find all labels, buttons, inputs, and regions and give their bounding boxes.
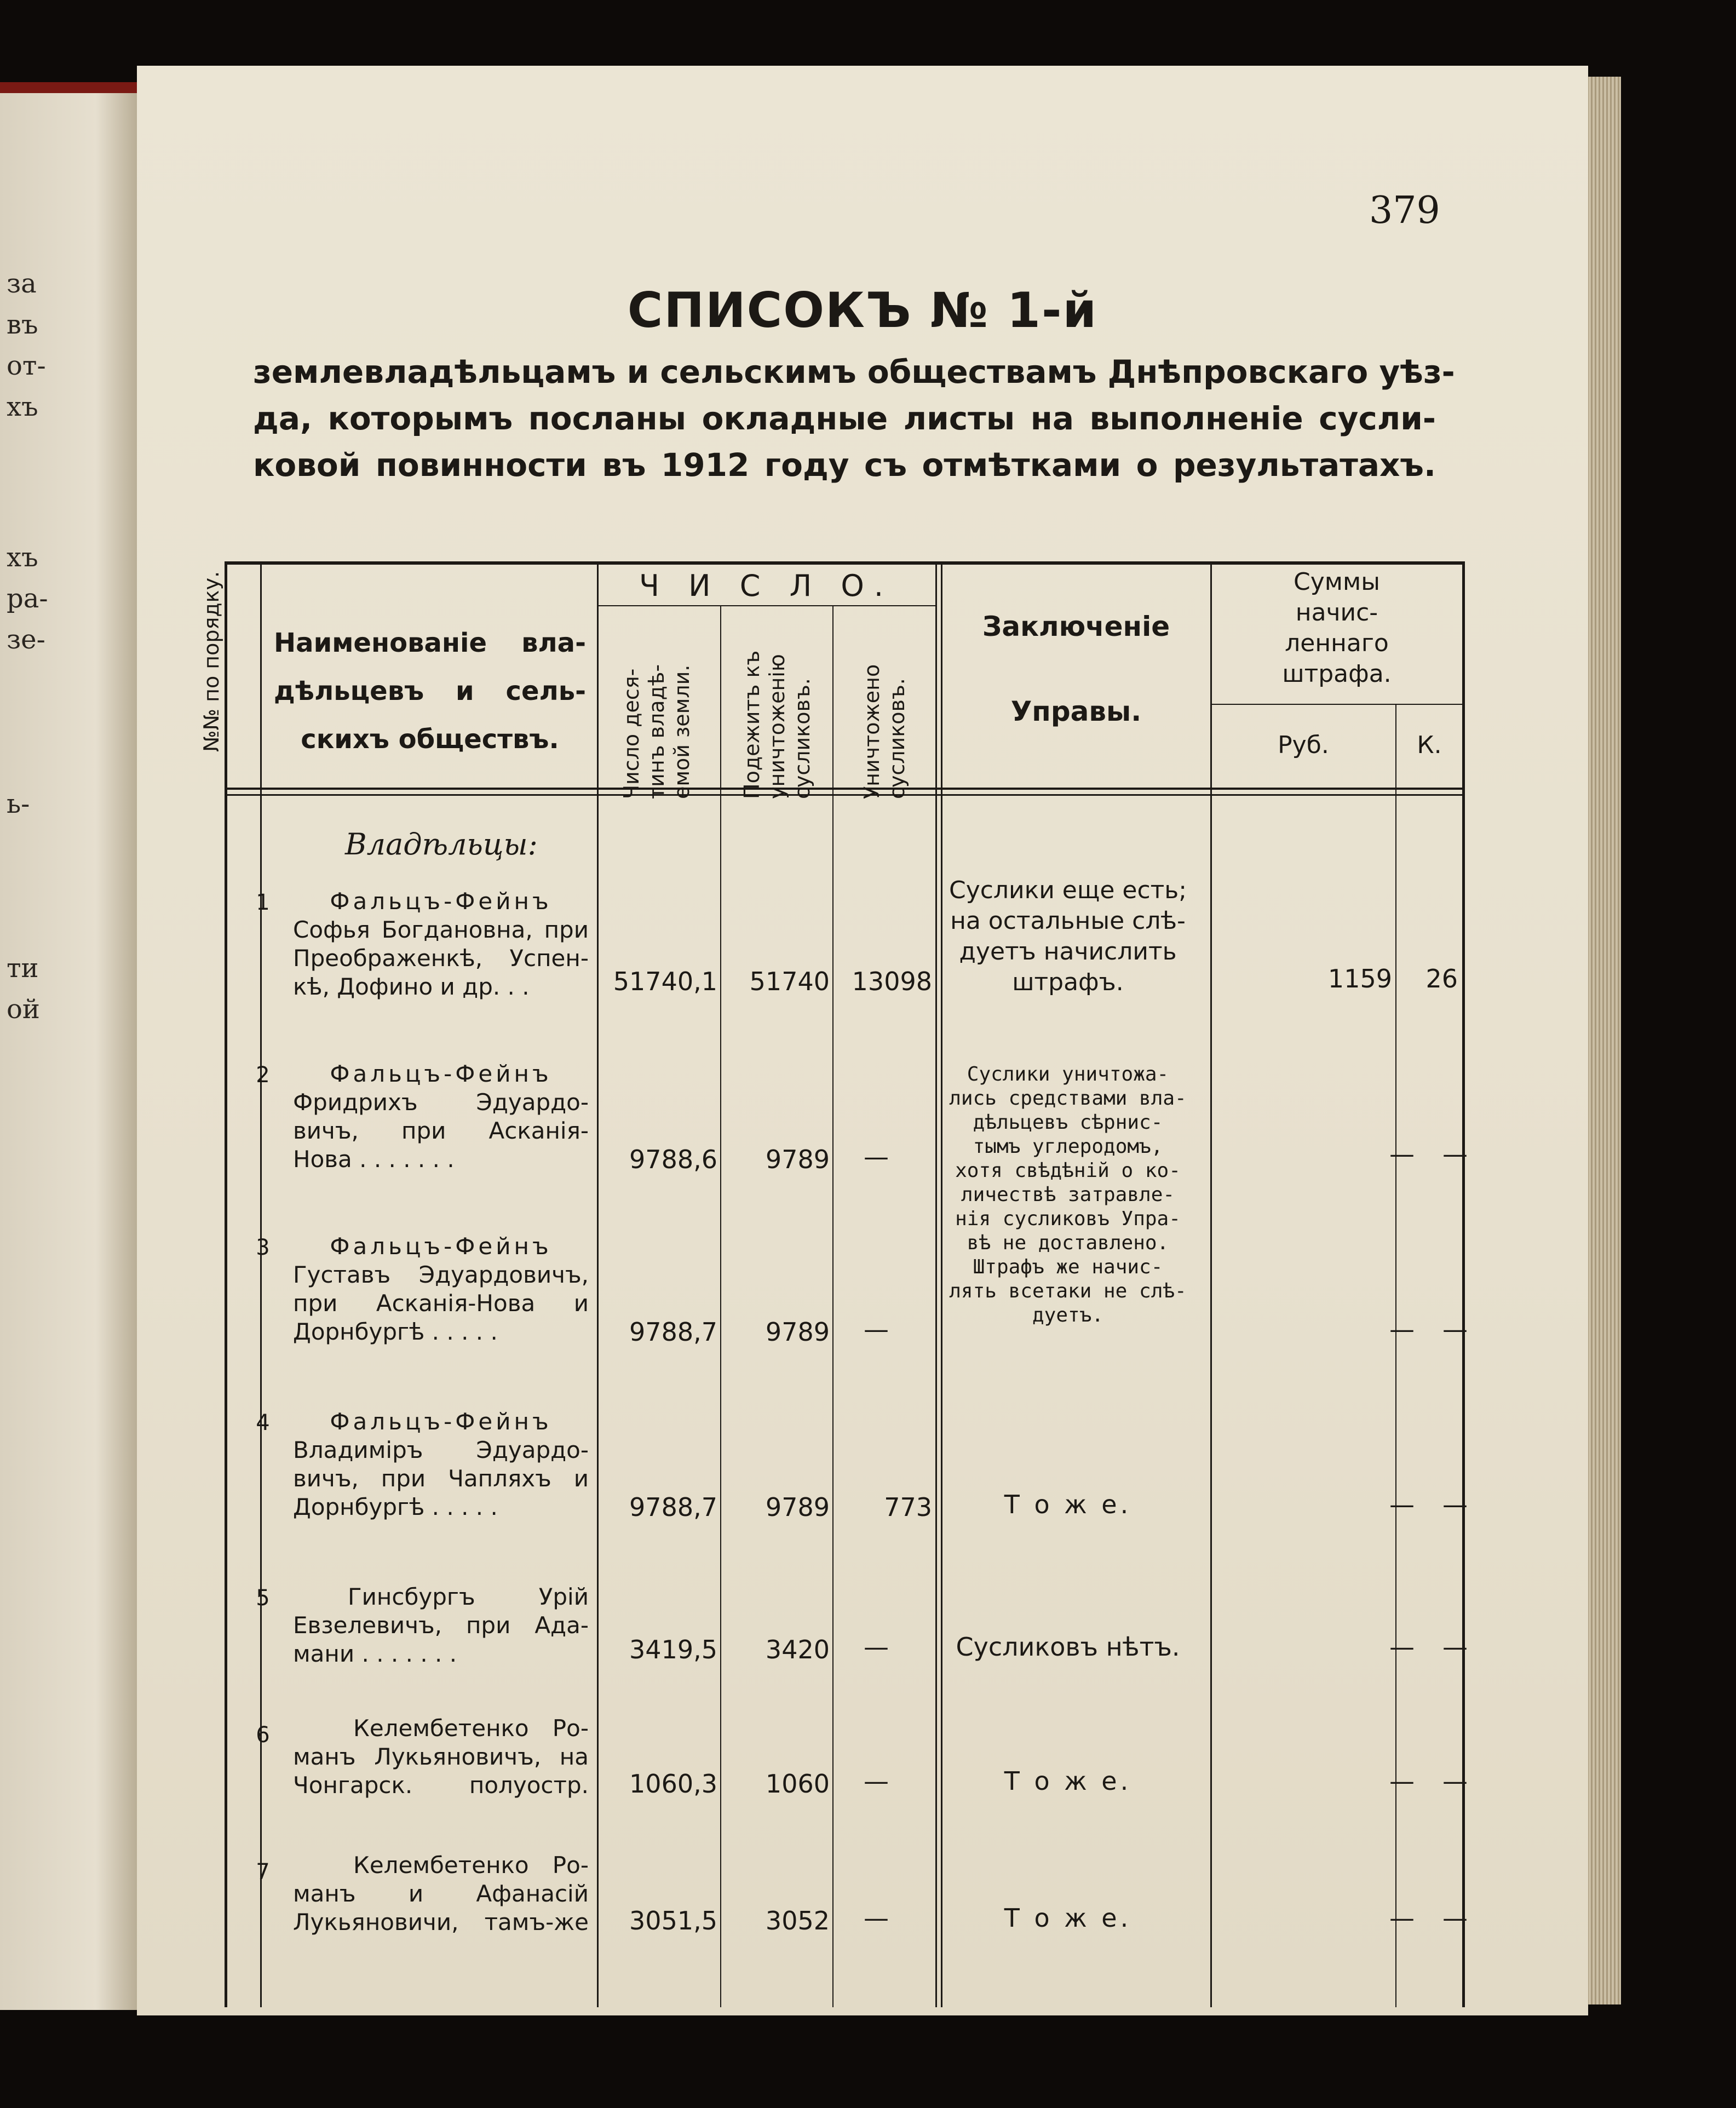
cell-conclusion: Т о ж е. [1004, 1490, 1132, 1519]
section-label: Владѣльцы: [345, 827, 538, 861]
conclusion-line: Штрафъ же начис- [973, 1256, 1163, 1278]
cell-rub: 1159 [1327, 964, 1392, 993]
left-page-fragment: хъ [7, 392, 38, 422]
cell-rub: — [1389, 1139, 1415, 1169]
row-number: 6 [256, 1722, 270, 1748]
cell-unichtozheno: — [864, 1903, 889, 1933]
header-bottom-rule-2 [225, 794, 1465, 796]
header-name-line: скихъ обществъ. [301, 724, 559, 755]
col-divider [941, 561, 942, 2007]
row-name-line: манъ Лукьяновичъ, на [293, 1743, 589, 1770]
cell-podlezhit: 51740 [749, 967, 830, 996]
cell-desyatin: 3051,5 [629, 1906, 717, 1935]
conclusion-line: штрафъ. [1012, 968, 1124, 996]
cell-podlezhit: 9789 [765, 1492, 830, 1522]
cell-conclusion: Т о ж е. [1004, 1903, 1132, 1933]
row-name-line: вичъ, при Чапляхъ и [293, 1465, 589, 1492]
row-name-line: манъ и Афанасій [293, 1880, 589, 1907]
cell-unichtozheno: — [864, 1142, 889, 1171]
row-name-line: Келембетенко Ро- [353, 1852, 589, 1879]
cell-unichtozheno: 13098 [852, 967, 932, 996]
left-page-fragment: зе- [7, 624, 45, 655]
cell-rub: — [1389, 1766, 1415, 1796]
cell-rub: — [1389, 1314, 1415, 1344]
header-name [274, 619, 586, 763]
left-page-fragment: ти [7, 953, 39, 984]
row-name-line: Преображенкѣ, Успен- [293, 945, 589, 972]
conclusion-line: личествѣ затравле- [961, 1184, 1175, 1206]
row-number: 4 [256, 1410, 270, 1435]
row-name-line: при Асканія-Нова и [293, 1290, 589, 1317]
row-number: 7 [256, 1859, 270, 1885]
row-name [293, 1060, 589, 1174]
left-page-fragment: за [7, 268, 37, 299]
table-top-rule [225, 561, 1465, 565]
row-name-line: Дорнбургѣ . . . . . [293, 1318, 498, 1345]
cell-unichtozheno: 773 [884, 1492, 932, 1522]
subtitle-line: ковой повинности въ 1912 году съ отмѣтками о результатахъ. [253, 446, 1436, 484]
cell-conclusion: Т о ж е. [1004, 1766, 1132, 1796]
row-name-line: Фальцъ-Фейнъ [330, 888, 552, 915]
header-rownum: №№ по порядку. [199, 571, 223, 752]
cell-podlezhit: 3420 [765, 1635, 830, 1664]
row-name-line: Келембетенко Ро- [353, 1715, 589, 1742]
left-page-fragment: ой [7, 994, 40, 1025]
header-sums-line: Суммы [1294, 568, 1380, 596]
row-name-line: Софья Богдановна, при [293, 916, 589, 943]
cell-podlezhit: 1060 [765, 1769, 830, 1799]
header-conclusion: Управы. [1010, 696, 1142, 727]
col-divider [832, 605, 833, 2007]
header-conclusion: Заключеніе [982, 611, 1170, 642]
cell-kop: — [1442, 1139, 1468, 1169]
conclusion-line: на остальные слѣ- [950, 907, 1186, 935]
cell-kop: 26 [1425, 964, 1458, 993]
subtitle-line: землевладѣльцамъ и сельскимъ обществамъ Днѣпровскаго уѣз- [253, 353, 1455, 390]
header-unichtozheno: Уничтожено сусликовъ. [860, 664, 909, 799]
cell-conclusion [947, 875, 1188, 998]
row-number: 3 [256, 1235, 270, 1260]
row-name-line: Нова . . . . . . . [293, 1146, 455, 1173]
cell-unichtozheno: — [864, 1632, 889, 1662]
cell-rub: — [1389, 1903, 1415, 1933]
cell-kop: — [1442, 1314, 1468, 1344]
table-left-border [225, 561, 227, 2007]
conclusion-line: лись средствами вла- [949, 1087, 1187, 1110]
cell-desyatin: 3419,5 [629, 1635, 717, 1664]
row-number: 1 [256, 890, 270, 915]
row-name-line: Фальцъ-Фейнъ [330, 1408, 552, 1435]
cell-podlezhit: 3052 [765, 1906, 830, 1935]
cell-conclusion: Сусликовъ нѣтъ. [956, 1632, 1180, 1662]
header-chislo: Ч И С Л О. [639, 568, 894, 603]
row-name-line: Фальцъ-Фейнъ [330, 1233, 552, 1260]
row-name-line: Дорнбургѣ . . . . . [293, 1494, 498, 1520]
row-name-line: вичъ, при Асканія- [293, 1117, 589, 1144]
left-page-fragment: ь- [7, 789, 30, 819]
conclusion-line: Суслики еще есть; [949, 876, 1187, 904]
cell-desyatin: 9788,7 [629, 1317, 717, 1347]
col-divider [260, 561, 262, 2007]
cell-kop: — [1442, 1490, 1468, 1519]
row-name-line: Фальцъ-Фейнъ [330, 1060, 552, 1087]
conclusion-line: дуетъ. [1032, 1304, 1104, 1326]
cell-unichtozheno: — [864, 1766, 889, 1796]
row-name [293, 1232, 589, 1346]
header-sums-line: леннаго [1285, 629, 1389, 657]
col-divider [935, 561, 937, 2007]
page-number: 379 [1369, 189, 1440, 232]
header-kop: К. [1417, 731, 1442, 759]
header-bottom-rule [225, 788, 1465, 790]
row-name-line: кѣ, Дофино и др. . . [293, 973, 530, 1000]
conclusion-line: дѣльцевъ сѣрнис- [973, 1111, 1163, 1134]
row-name [293, 1851, 589, 1937]
chislo-rule [597, 605, 935, 606]
conclusion-line: вѣ не доставлено. [967, 1232, 1169, 1254]
row-name [293, 1714, 589, 1800]
conclusion-line: Суслики уничтожа- [967, 1063, 1169, 1085]
row-name-line: Гинсбургъ Урій [348, 1583, 589, 1610]
header-sums [1211, 567, 1462, 690]
row-name-line: мани . . . . . . . [293, 1640, 457, 1667]
row-name-line: Чонгарск. полуостр. [293, 1772, 589, 1799]
conclusion-line: нія сусликовъ Упра- [955, 1208, 1181, 1230]
header-sums-line: начис- [1295, 599, 1378, 627]
row-name-line: Густавъ Эдуардовичъ, [293, 1261, 589, 1288]
right-page [137, 66, 1588, 2015]
left-page [0, 82, 137, 2010]
col-divider [1210, 561, 1212, 2007]
left-page-fragment: въ [7, 309, 38, 340]
sums-rule [1210, 704, 1462, 705]
header-sums-line: штрафа. [1282, 660, 1392, 688]
cell-unichtozheno: — [864, 1314, 889, 1344]
row-name-line: Лукьяновичи, тамъ-же [293, 1909, 589, 1935]
header-desyatin: Число деся- тинъ владѣ- емой земли. [619, 664, 694, 799]
cell-kop: — [1442, 1903, 1468, 1933]
row-name-line: Владиміръ Эдуардо- [293, 1437, 589, 1463]
left-page-fragment: от- [7, 351, 46, 381]
cell-conclusion-shared [947, 1062, 1188, 1328]
header-rub: Руб. [1278, 731, 1329, 759]
subtitle-line: да, которымъ посланы окладные листы на выполненіе сусли- [253, 400, 1436, 437]
conclusion-line: дуетъ начислить [959, 938, 1177, 966]
conclusion-line: лять всетаки не слѣ- [949, 1280, 1187, 1302]
col-divider [1395, 704, 1396, 2007]
cell-kop: — [1442, 1632, 1468, 1662]
conclusion-line: тымъ углеродомъ, [973, 1135, 1163, 1158]
conclusion-line: хотя свѣдѣній о ко- [955, 1159, 1181, 1182]
cell-desyatin: 9788,7 [629, 1492, 717, 1522]
row-name [293, 887, 589, 1001]
left-page-fragment: ра- [7, 583, 48, 614]
left-page-fragment: хъ [7, 542, 38, 573]
row-name [293, 1408, 589, 1521]
cell-rub: — [1389, 1490, 1415, 1519]
cell-desyatin: 9788,6 [629, 1145, 717, 1174]
row-number: 5 [256, 1586, 270, 1611]
row-number: 2 [256, 1062, 270, 1088]
header-name-line: Наименованіе вла- [274, 628, 586, 658]
header-podlezhit: Подежитъ къ уничтоженію сусликовъ. [740, 650, 814, 799]
page-title: СПИСОКЪ № 1-й [627, 282, 1098, 338]
row-name-line: Евзелевичъ, при Ада- [293, 1612, 589, 1639]
row-name-line: Фридрихъ Эдуардо- [293, 1089, 589, 1116]
cell-desyatin: 51740,1 [613, 967, 717, 996]
cell-rub: — [1389, 1632, 1415, 1662]
cell-podlezhit: 9789 [765, 1317, 830, 1347]
cell-desyatin: 1060,3 [629, 1769, 717, 1799]
row-name [293, 1583, 589, 1668]
header-name-line: дѣльцевъ и сель- [274, 676, 586, 707]
cell-kop: — [1442, 1766, 1468, 1796]
cell-podlezhit: 9789 [765, 1145, 830, 1174]
left-page-red-edge [0, 82, 137, 93]
